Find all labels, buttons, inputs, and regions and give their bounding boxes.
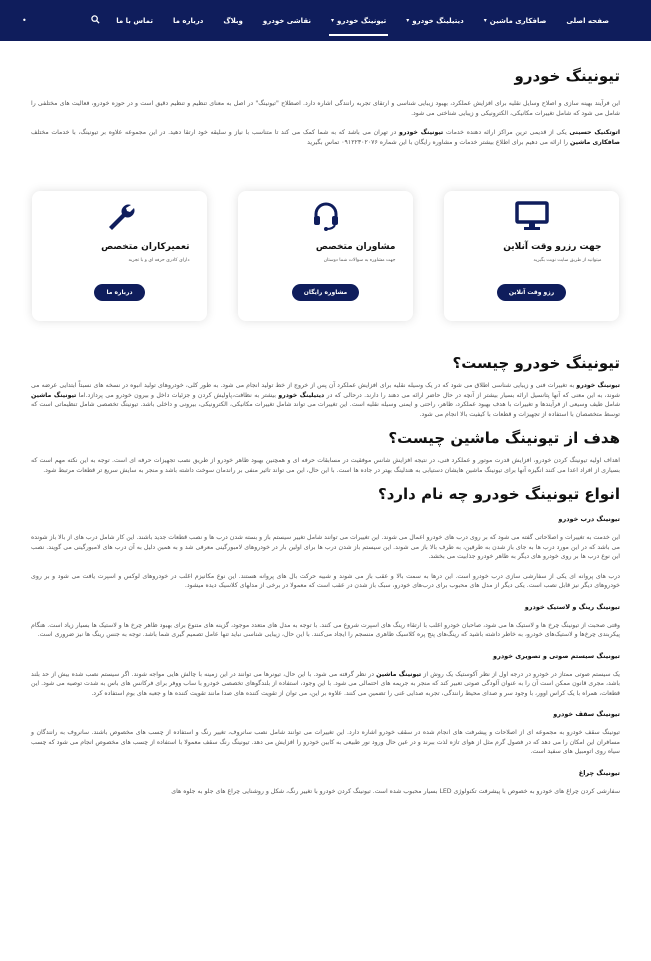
intro-paragraph-2: [31, 128, 620, 147]
nav-label: صافکاری ماشین: [489, 16, 547, 25]
card-subtitle: جهت مشاوره به سوالات شما دوستان: [323, 258, 396, 263]
goal-paragraph: اهداف اولیه تیونینگ کردن خودرو، افزایش قدرت موتور و عملکرد فنی، در نتیجه افزایش شانس موفقیت در مسابقات حرفه ای و همچنین بهبود ظاهر خودرو از طریق نصب تجهیزات حرفه ای است. توجه به این نکته مهم است که بسیاری از افراد اعدا می کنند انگیزه آنها برای تیونینگ ماشین هایشان دستیابی به هندلینگ بهتر در جاده ها است. با این حال، این می تواند تاثیر منفی بر راندمان سوخت داشته باشد و منجر به سایش سریع تر قطعات مرتبط شود.: [31, 457, 620, 474]
detailing-link[interactable]: دیتیلینگ خودرو: [278, 391, 325, 399]
monitor-icon: [515, 201, 549, 231]
subheading-audio: تیونینگ سیستم صوتی و تصویری خودرو: [493, 651, 620, 660]
service-cards: [31, 191, 620, 321]
headset-icon: [311, 201, 341, 231]
nav-label: درباره ما: [172, 16, 204, 25]
text-span: به تغییرات فنی و زیبایی شناسی اطلاق می شود که در یک وسیله نقلیه برای افزایش عملکرد آن پس از خروج از خط تولید انجام می شود. به طور کلی، خودروهای تولید انبوه در نسخه های نسبتاً ابتدایی عرضه می شوند، به این معنی که آنها پتانسیل ارائه بسیار بیشتر از آنچه در حال حاضر ارائه می دهند را دارند. درحالی که در: [31, 382, 620, 399]
subheading-door: تیونینگ درب خودرو: [558, 515, 620, 523]
subheading-roof: تیونینگ سقف خودرو: [553, 710, 620, 718]
door-paragraph-2: درب های پروانه ای یکی از سفارشی سازی درب خودرو است. این درها به سمت بالا و عقب باز می شوند و شبیه حرکت بال های پروانه هستند. این نوع مکانیزم اغلب در خودروهای لوکس و اسپرت یافت می شود و بر روی خودروهای دیگر نیز قابل نصب است. یکی دیگر از مدل های محبوب برای درب‌های خودرو، سبک باز شدن در عقب است که معمولا در برخی از مدلهای کلاسیک دیده میشود.: [31, 572, 620, 589]
nav-label: نقاشی خودرو: [262, 16, 311, 25]
card-title: تعمیرکاران متخصص: [101, 242, 190, 252]
subheading-lights: تیونینگ چراغ: [578, 768, 620, 777]
tuning-car-link[interactable]: تیونینگ ماشین: [376, 670, 422, 678]
card-online-booking: [444, 191, 619, 321]
page-title: تیونینگ خودرو: [514, 67, 620, 85]
nav-item-contact[interactable]: [106, 0, 163, 41]
text-span: را ارائه می دهیم برای اطلاع بیشتر خدمات و مشاوره رایگان با این شماره ۰۹۱۲۲۳۰۲۰۷۶ تماس بگیرید: [307, 138, 570, 146]
logo-dot[interactable]: •: [22, 16, 27, 25]
nav-label: تیونینگ خودرو: [337, 16, 387, 25]
door-paragraph-1: این خدمت به تغییرات و اصلاحاتی گفته می شود که بر روی درب های خودرو اعمال می شوند. این تغییرات می توانند شامل تغییر سیستم باز و بسته شدن درب ها و نصب قطعات جدید باشند. این کار شامل درب های از بالا باز شونده می باشد که در این مورد درب ها به جای باز شدن به طرفین، به طرف بالا باز می شوند. این سیستم باز شدن درب ها برای اولین بار در خودروهای لامبورگینی معرفی شد و به همین دلیل به آن درب های لامبورگینی می گویند. نصب این نوع درب ها بر روی خودرو های دیگر به ظاهر خودرو جذابیت می بخشد.: [31, 534, 620, 560]
brand-name: اتوتکنیک حسینی: [569, 129, 620, 136]
tuning-link[interactable]: تیونینگ خودرو: [398, 129, 444, 136]
section-heading-goal: هدف از تیونینگ ماشین چیست؟: [388, 429, 620, 447]
nav-item-about[interactable]: [163, 0, 213, 41]
top-navbar: [0, 0, 651, 41]
online-booking-button[interactable]: رزو وقت آنلاین: [497, 284, 566, 301]
bodywork-link[interactable]: صافکاری ماشین: [570, 138, 620, 146]
what-paragraph: [31, 381, 620, 419]
text-span: یکی از قدیمی ترین مراکز ارائه دهنده خدمات: [443, 129, 570, 136]
nav-label: تماس با ما: [116, 16, 153, 25]
chevron-down-icon: ▾: [406, 17, 410, 24]
text-span: یک سیستم صوتی ممتاز در خودرو در درجه اول از نظر آکوستیک یک روش از: [421, 670, 620, 678]
nav-item-painting[interactable]: [253, 0, 321, 41]
nav-label: صفحه اصلی: [566, 16, 609, 25]
intro-paragraph: این فرآیند بهینه سازی و اصلاح وسایل نقلیه برای افزایش عملکرد، بهبود زیبایی شناسی و ارتقای تجربه رانندگی اشاره دارد. اصطلاح "تیونینگ" در اصل به معنای تنظیم و تنظیم دقیق است و در حوزه خودرو، فعالیت های مختلفی را شامل می شود که شامل تغییرات مکانیکی، الکترونیکی و زیبایی شناختی می شود.: [31, 100, 620, 117]
card-repairers: [32, 191, 207, 321]
nav-item-detailing[interactable]: [396, 0, 474, 41]
roof-paragraph: تیونینگ سقف خودرو به مجموعه ای از اصلاحات و پیشرفت های انجام شده در سقف خودرو اشاره دارد. این تغییرات می توانند شامل نصب سانروف، تغییر رنگ و استفاده از چسب های مخصوص باشند. سانروف به رانندگان و مسافران این امکان را می دهد که در فصول گرم مثل از هوای تازه لذت ببرند و در عین حال ورود نور طبیعی به کابین خودرو را افزایش می دهد. تیونینگ رنگ سقف معمولا با استفاده از چسب های مخصوص انجام می شود که چسب سیاه روی اتومبیل های سفید است.: [31, 729, 620, 755]
card-title: مشاوران متخصص: [315, 242, 396, 252]
free-consult-button[interactable]: مشاوره رایگان: [292, 284, 360, 301]
search-icon[interactable]: [85, 15, 106, 27]
bold-term: تیونینگ خودرو: [576, 382, 620, 389]
main-menu: [27, 0, 619, 41]
bold-term: تیونینگ ماشین: [31, 391, 77, 399]
nav-item-tuning[interactable]: [321, 0, 396, 41]
card-title: جهت رزرو وقت آنلاین: [503, 242, 602, 252]
text-span: در تهران می باشد که به شما کمک می کند تا متناسب با نیاز و سلیقه خود ارتقا دهید. در این مجموعه علاوه بر تیونینگ، با خدمات مختلف: [31, 129, 399, 136]
audio-paragraph: [31, 670, 620, 699]
lights-paragraph: سفارشی کردن چراغ های خودرو به خصوص با پیشرفت تکنولوژی LED بسیار محبوب شده است. تیونینگ کردن خودرو با تغییر رنگ، شکل و روشنایی چراغ های جلو به جلوه های: [171, 787, 620, 795]
rims-paragraph: وقتی صحبت از تیونینگ چرخ ها و لاستیک ها می شود، صاحبان خودرو اغلب با ارتقاء رینگ های اسپرت شروع می کنند. با توجه به مدل های متعدد موجود، گزینه های متنوع برای بهبود ظاهر چرخ ها و لاستیک ها بسیار زیاد است. هنگام پیکربندی چرخ‌ها و لاستیک‌های خودرو، به خاطر داشته باشید که رینگ‌های پنج پره کلاسیک ظاهری منسجم را ایجاد می‌کنند. با این حال، زیبایی شناسی نباید تنها عامل تصمیم گیری شما باشد. توجه به جنس رینگ ها نیز ضروری است.: [31, 621, 620, 638]
nav-item-home[interactable]: [556, 0, 619, 41]
text-span: بیشتر به نظافت،پاولیش کردن و جزئیات داخل و بیرون خودرو می پردازد.اما: [76, 391, 279, 399]
subheading-rims: تیونینگ رینگ و لاستیک خودرو: [524, 602, 620, 611]
page-content: [0, 67, 651, 796]
chevron-down-icon: ▾: [483, 17, 487, 24]
nav-label: دیتیلینگ خودرو: [412, 16, 464, 25]
chevron-down-icon: ▾: [330, 17, 334, 24]
about-us-button[interactable]: درباره ما: [94, 284, 144, 301]
card-subtitle: دارای کادری حرفه ای و با تجربه: [128, 258, 190, 263]
section-heading-types: انواع تیونینگ خودرو چه نام دارد؟: [378, 485, 620, 503]
nav-item-bodywork[interactable]: [474, 0, 557, 41]
wrench-icon: [105, 201, 135, 231]
text-span: در نظر گرفته می شود. با این حال، تیونرها می توانند در این زمینه با چالش هایی مواجه شوند. اگر سیستم نصب شده بیش از حد بلند باشد، مجری قانون ممکن است آن را به عنوان آلودگی صوتی تعبیر کند که منجر به جریمه های احتمالی می شود. با این وجود، استفاده از بلندگوهای تخصصی خودرو با ساب ووفر برای فرکانس های باس به شدت توصیه می شود. این قطعات، همراه با یک کراس اوور، با وجود سر و صدای محیط رانندگی، تجربه صدایی غنی را تضمین می کنند. علاوه بر این، می توان از تقویت کننده های صدا مانند تقویت کننده ها و جعبه های بوم استفاده کرد.: [31, 670, 620, 697]
section-heading-what: تیونینگ خودرو چیست؟: [452, 354, 620, 372]
card-consultants: [238, 191, 413, 321]
nav-item-blog[interactable]: [213, 0, 252, 41]
card-subtitle: میتوانید از طریق سایت نوبت بگیرید: [533, 258, 602, 263]
nav-label: وبلاگ: [223, 16, 243, 25]
text-span: شامل طیف وسیعی از فرآیندها و تغییرات با هدف بهبود عملکرد، ظاهر، راحتی و ایمنی وسیله نقلیه است. این تغییرات می تواند شامل تغییرات مکانیکی، الکترونیکی، بیرونی و داخلی باشد. تیونینگ تخصصی شامل تنظیماتی است که توسط متخصصان با استفاده از تجهیزات و قطعات با کیفیت بالا انجام می شود.: [31, 401, 620, 418]
